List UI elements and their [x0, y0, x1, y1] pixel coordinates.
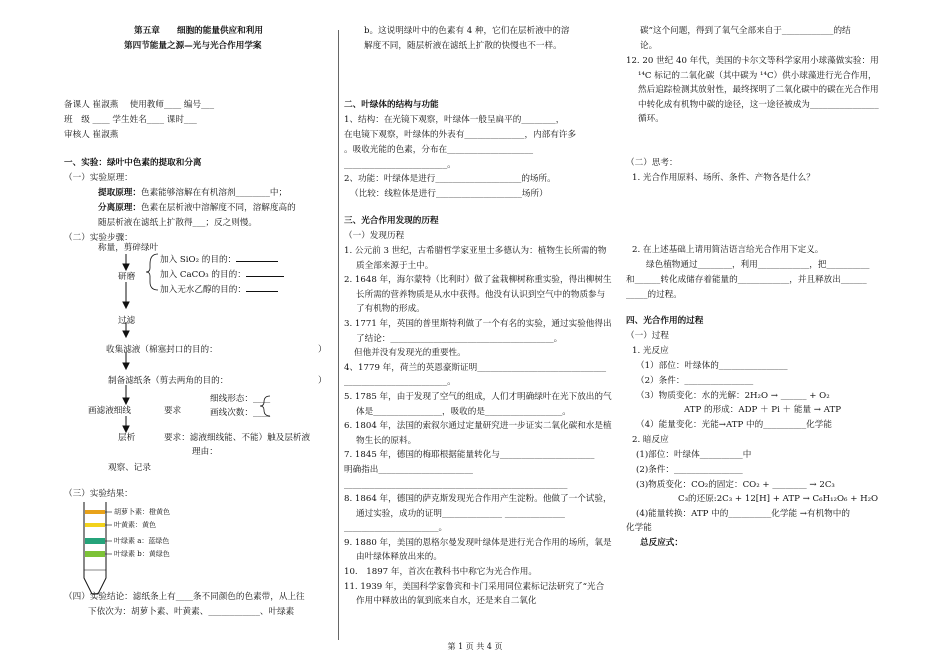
structure-line-2: 在电镜下观察，叶绿体的外表有______________，内部有许多 [344, 130, 577, 140]
history-item: 6. 1804 年，法国的索叙尔通过定量研究进一步证实二氧化碳和水是植物生长的原料。 [344, 421, 612, 446]
light-material-change: （3）物质变化：水的光解：2H₂O → ______ + O₂ [636, 391, 830, 401]
grind-ethanol: 加入无水乙醇的目的： [160, 282, 278, 298]
draw-requirement: 要求 [164, 406, 182, 416]
light-condition: （2）条件：________________ [636, 376, 754, 386]
process-subheading: （一）过程 [626, 331, 669, 341]
conclusion-line-1: （四）实验结论：滤纸条上有____条不同颜色的色素带，从上往 [64, 592, 305, 602]
column-divider [338, 30, 339, 640]
step-collect-end: ） [318, 345, 327, 355]
dark-location: (1)部位：叶绿体__________中 [636, 450, 752, 460]
grind-caco3: 加入 CaCO₃ 的目的： [160, 267, 284, 283]
band-label-chlorophyll-b: 叶绿素 b：黄绿色 [114, 550, 170, 558]
history-item: ______________________。 [344, 523, 448, 534]
chrom-reason: 理由： [192, 447, 218, 457]
function-line-2: （比较：线粒体是进行____________________场所） [350, 189, 548, 199]
history-item: 7. 1845 年，德国的梅耶根据能量转化与______________________ [344, 450, 595, 461]
step-draw-line: 画滤液细线 [88, 406, 131, 416]
think-question-1: 1. 光合作用原料、场所、条件、产物各是什么？ [632, 173, 815, 183]
ruben-kamen-result: 碳”这个问题，得到了氧气全部来自于____________的结 [640, 26, 851, 36]
function-line-1: 2、功能：叶绿体是进行____________________的场所。 [344, 174, 556, 184]
separate-principle-cont: 随层析液在滤纸上扩散得___；反之则慢。 [98, 218, 257, 228]
history-item: 3. 1771 年，英国的普里斯特利做了一个有名的实验，通过实验他得出了结论：______________________________________。 [344, 318, 612, 344]
chloroplast-heading: 二、叶绿体的结构与功能 [344, 100, 439, 110]
step-filter: 过滤 [118, 316, 136, 326]
dark-condition: (2)条件：________________ [636, 465, 743, 475]
think-question-2: 2. 在上述基础上请用简洁语言给光合作用下定义。 [632, 245, 824, 255]
results-heading: （三）实验结果： [64, 489, 133, 499]
history-item: 明确指出______________________ [344, 464, 473, 475]
history-item: ____________________________________________________ [344, 479, 568, 490]
band-carotene [85, 510, 105, 514]
principle-heading: （一）实验原理： [64, 173, 133, 183]
band-label-chlorophyll-a: 叶绿素 a：蓝绿色 [114, 537, 170, 545]
section-title: 第四节能量之源—光与光合作用学案 [124, 41, 262, 51]
history-item: 2. 1648 年，海尔蒙特（比利时）做了盆栽柳树称重实验，得出柳树生长所需的营养物质是从水中获得。他没有认识到空气中的物质参与了有机物的形成。 [344, 275, 612, 315]
history-list [344, 244, 612, 609]
chapter-title: 第五章 细胞的能量供应和利用 [134, 26, 263, 36]
dark-energy-change-end: 化学能 [626, 523, 652, 533]
history-item: 11. 1939 年，美国科学家鲁宾和卡门采用同位素标记法研究了“光合作用中释放出的氧到底来自水，还是来自二氧化 [344, 581, 605, 607]
extract-principle: 提取原理：色素能够溶解在有机溶剂________中； [98, 188, 288, 198]
chromatography-strip-figure [78, 500, 112, 598]
step-collect: 收集滤液（棉塞封口的目的： [106, 345, 218, 355]
grind-sio2: 加入 SiO₂ 的目的： [160, 252, 278, 268]
history-item: 5. 1785 年，由于发现了空气的组成，人们才明确绿叶在光下放出的气体是________________，吸收的是__________________。 [344, 391, 612, 417]
separate-principle: 分离原理：色素在层析液中溶解度不同，溶解度高的 [98, 203, 296, 213]
history-item: 8. 1864 年，德国的萨克斯发现光合作用产生淀粉。他做了一个试验，通过实验，成功的证明______________ ______________ [344, 494, 612, 519]
band-label-xanthophyll: 叶黄素：黄色 [114, 521, 156, 529]
step-weigh: 称量，剪碎绿叶 [98, 243, 159, 253]
separation-summary-2: 解度不同，随层析液在滤纸上扩散的快慢也不一样。 [364, 41, 562, 51]
step-strip: 制备滤纸条（剪去两角的目的： [108, 376, 229, 386]
history-item: 4、1779 年，荷兰的英恩豪斯证明______________________________ [344, 362, 607, 373]
definition-line-2: 和______转化成储存着能量的____________，并且释放出______ [626, 275, 867, 285]
meta-line-3: 审核人 崔淑燕 [64, 130, 119, 140]
step-strip-end: ） [318, 376, 327, 386]
definition-line-3: _____的过程。 [626, 290, 682, 300]
c3-reduction: C₃的还原:2C₃ + 12[H] + ATP → C₆H₁₂O₆ + H₂O [678, 494, 879, 504]
dark-reaction-heading: 2. 暗反应 [632, 435, 669, 445]
light-reaction-heading: 1. 光反应 [632, 346, 669, 356]
light-location: （1）部位：叶绿体的________________ [636, 361, 788, 371]
experiment-heading: 一、实验：绿叶中色素的提取和分离 [64, 158, 202, 168]
step-grind: 研磨 [118, 272, 136, 282]
meta-line-1: 备课人 崔淑燕 使用教师____ 编号___ [64, 100, 214, 110]
separation-summary-1: b。这说明绿叶中的色素有 4 种，它们在层析液中的溶 [364, 26, 570, 36]
history-heading: 三、光合作用发现的历程 [344, 216, 439, 226]
process-heading: 四、光合作用的过程 [626, 316, 704, 326]
overall-equation-label: 总反应式： [640, 538, 683, 548]
co2-fixation: (3)物质变化：CO₂的固定：CO₂ + ________ → 2C₃ [636, 480, 835, 490]
ruben-kamen-result-end: 论。 [640, 41, 658, 51]
draw-times: 画线次数：____ [210, 408, 271, 418]
history-item: 10. 1897 年，首次在教科书中称它为光合作用。 [344, 567, 537, 578]
history-item: 9. 1880 年，美国的恩格尔曼发现叶绿体是进行光合作用的场所，氧是由叶绿体释放出来的。 [344, 537, 612, 563]
think-heading: （二）思考： [626, 158, 678, 168]
light-energy-change: （4）能量变化：光能→ATP 中的__________化学能 [636, 420, 832, 430]
page-footer: 第 1 页 共 4 页 [447, 642, 503, 651]
atp-formation: ATP 的形成：ADP ＋ Pi ＋ 能量 → ATP [684, 405, 841, 415]
definition-line-1: 绿色植物通过________，利用____________，把__________ [646, 260, 870, 270]
history-subheading: （一）发现历程 [344, 231, 405, 241]
step-chromatography: 层析 [118, 433, 136, 443]
structure-line-3: 。吸收光能的色素，分布在____________________ [344, 145, 534, 155]
step-observe: 观察、记录 [108, 463, 151, 473]
band-xanthophyll [85, 523, 105, 527]
structure-line-1: 1、结构：在光镜下观察，叶绿体一般呈扁平的________， [344, 115, 565, 125]
structure-line-4: ________________________。 [344, 160, 456, 170]
band-label-carotene: 胡萝卜素：橙黄色 [114, 508, 170, 516]
band-chlorophyll-b [85, 551, 105, 557]
steps-heading: （二）实验步骤： [64, 233, 133, 243]
history-item: ________________________。 [344, 377, 456, 388]
calvin-item [626, 54, 884, 127]
history-item: 1. 公元前 3 世纪，古希腊哲学家亚里士多德认为：植物生长所需的物质全部来源于土中。 [344, 246, 607, 271]
calvin-text: 12. 20 世纪 40 年代，美国的卡尔文等科学家用小球藻做实验：用 ¹⁴C 标记的二氧化碳（其中碳为 ¹⁴C）供小球藻进行光合作用，然后追踪检测其放射性，最终探明了二氧化碳中的碳在光合作用中转化成有机物中碳的途径，这一途径被成为________________循环。 [626, 56, 879, 125]
band-chlorophyll-a [85, 538, 105, 544]
draw-shape: 细线形态：____ [210, 394, 271, 404]
chrom-requirement: 要求：滤液细线能、不能）触及层析液 [164, 433, 311, 443]
conclusion-line-2: 下依次为：胡萝卜素、叶黄素、____________、叶绿素 [88, 607, 295, 617]
dark-energy-change: (4)能量转换：ATP 中的__________化学能 →有机物中的 [636, 509, 850, 519]
meta-line-2: 班 级 ____ 学生姓名____ 课时___ [64, 115, 197, 125]
history-item: 但他并没有发现光的重要性。 [354, 348, 466, 359]
